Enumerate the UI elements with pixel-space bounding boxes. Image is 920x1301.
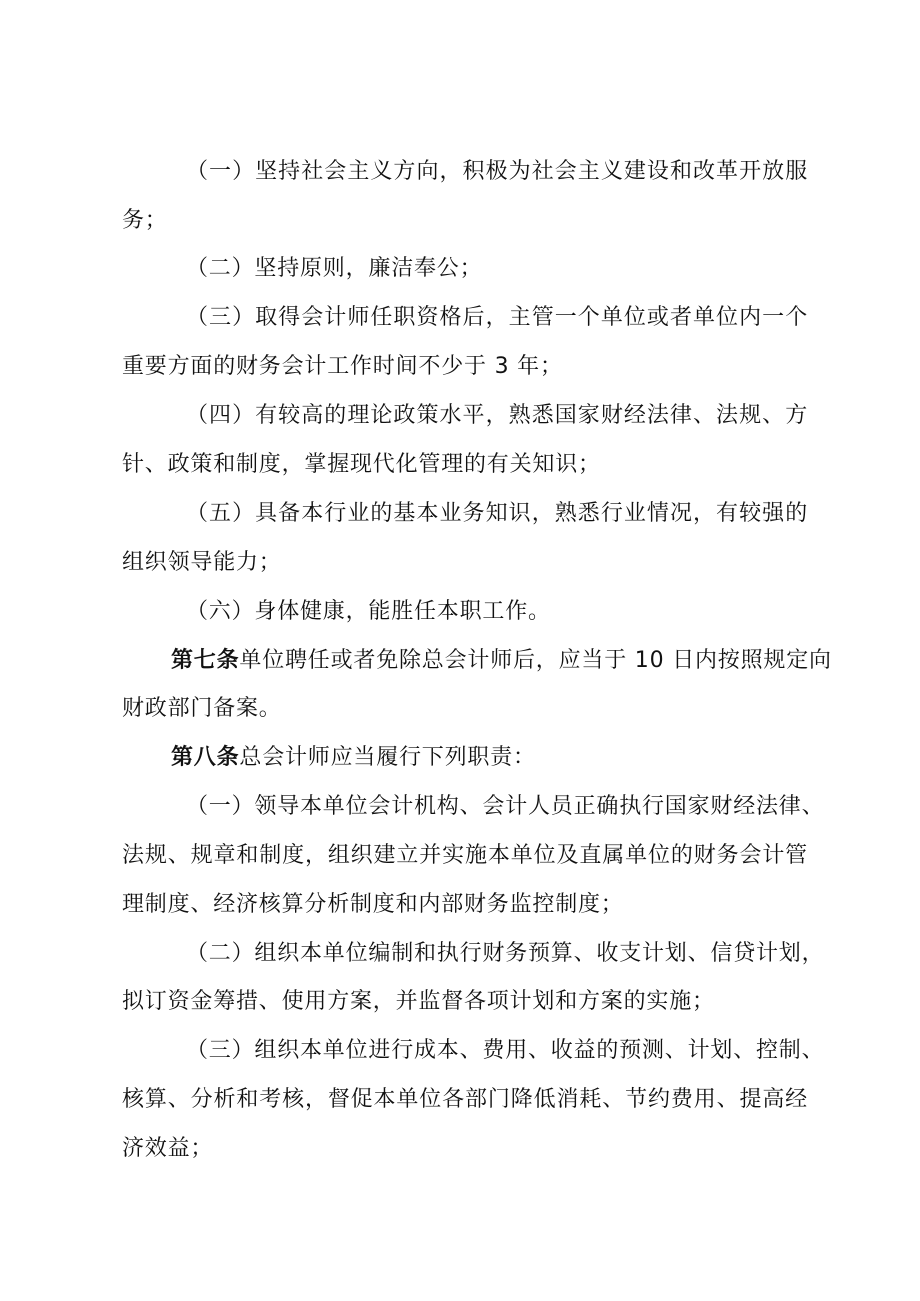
- duty-2-line-2: 拟订资金筹措、使用方案，并监督各项计划和方案的实施；: [122, 989, 715, 1014]
- duty-1-line-2: 法规、规章和制度，组织建立并实施本单位及直属单位的财务会计管: [122, 843, 808, 868]
- duty-1-line-3: 理制度、经济核算分析制度和内部财务监控制度；: [122, 892, 624, 917]
- duty-3-line-3: 济效益；: [122, 1136, 214, 1161]
- duty-2-line-1: （二）组织本单位编制和执行财务预算、收支计划、信贷计划，: [186, 941, 825, 966]
- article-8-text: 总会计师应当履行下列职责：: [239, 745, 536, 770]
- duty-1-line-1: （一）领导本单位会计机构、会计人员正确执行国家财经法律、: [186, 794, 825, 819]
- qualification-2-line-1: （二）坚持原则，廉洁奉公；: [186, 256, 483, 281]
- qualification-5-line-2: 组织领导能力；: [122, 550, 282, 575]
- qualification-3-line-2: 重要方面的财务会计工作时间不少于 3 年；: [122, 354, 563, 379]
- duty-3-line-2: 核算、分析和考核，督促本单位各部门降低消耗、节约费用、提高经: [122, 1087, 808, 1112]
- qualification-1-line-2: 务；: [122, 208, 168, 233]
- qualification-4-line-2: 针、政策和制度，掌握现代化管理的有关知识；: [122, 452, 601, 477]
- qualification-4-line-1: （四）有较高的理论政策水平，熟悉国家财经法律、法规、方: [186, 403, 808, 428]
- article-8-line-1: [171, 743, 536, 773]
- article-7-label: 第七条: [171, 648, 240, 673]
- qualification-3-line-1: （三）取得会计师任职资格后，主管一个单位或者单位内一个: [186, 305, 808, 330]
- duty-3-line-1: （三）组织本单位进行成本、费用、收益的预测、计划、控制、: [186, 1038, 825, 1063]
- article-7-line-1: [171, 646, 832, 676]
- article-7-line-2: 财政部门备案。: [122, 696, 282, 721]
- qualification-6-line-1: （六）身体健康，能胜任本职工作。: [186, 599, 551, 624]
- qualification-1-line-1: （一）坚持社会主义方向，积极为社会主义建设和改革开放服: [186, 159, 808, 184]
- qualification-5-line-1: （五）具备本行业的基本业务知识，熟悉行业情况，有较强的: [186, 501, 808, 526]
- article-8-label: 第八条: [171, 745, 240, 770]
- article-7-text: 单位聘任或者免除总会计师后，应当于 10 日内按照规定向: [239, 648, 832, 673]
